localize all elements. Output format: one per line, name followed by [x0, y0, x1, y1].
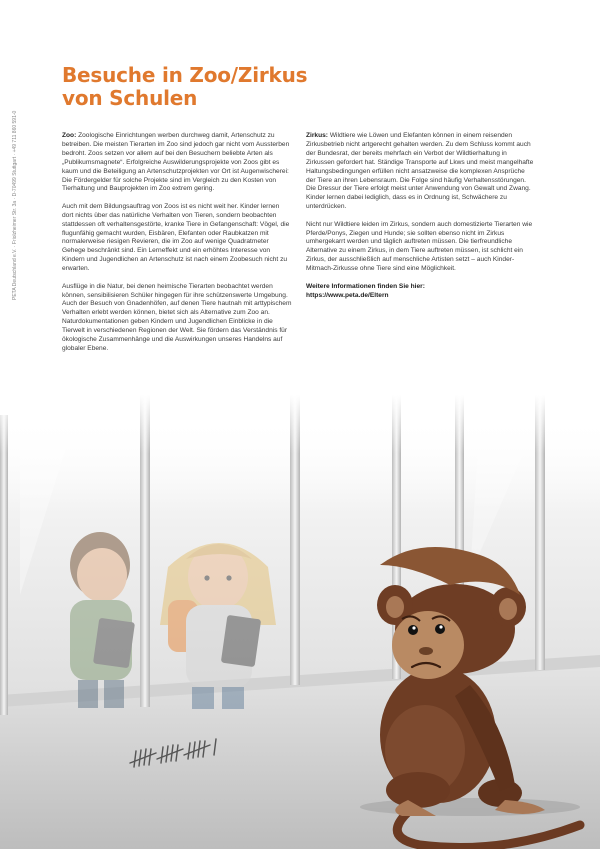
circus-label: Zirkus:	[306, 132, 328, 139]
title-line-1: Besuche in Zoo/Zirkus	[62, 63, 308, 87]
domestic-animals-paragraph: Nicht nur Wildtiere leiden im Zirkus, sondern auch domestizierte Tierarten wie Pferde/Ponys, Ziegen und Hunde; sie sollten ebenso nicht im Zirkus umhergekarrt werden und täglich auftreten müssen. Die tierfreundliche Alternative zu einem Zirkus, in dem Tiere auftreten müssen, ist schlicht ein Zirkus, der ausschließlich auf menschliche Artisten setzt – auch Kinder-Mitmach-Zirkusse ohne Tiere sind eine Möglichkeit.	[306, 220, 533, 273]
page-title	[62, 64, 307, 110]
alternatives-paragraph: Ausflüge in die Natur, bei denen heimische Tierarten beobachtet werden können, sensibilisieren Schüler hingegen für ihre schützenswerte Umgebung. Auch der Besuch von Gnadenhöfen, auf denen Tiere hautnah mit arttypischem Verhalten erlebt werden können, bietet sich als Alternative zum Zoo an. Naturdokumentationen geben Kindern und Jugendlichen Einblicke in die Tierwelt in verschiedenen Regionen der Welt. Sie fördern das Verständnis für ökologische Zusammenhänge und die Auswirkungen unseres Handelns auf globaler Ebene.	[62, 282, 292, 352]
circus-text: Wildtiere wie Löwen und Elefanten können in einem reisenden Zirkusbetrieb nicht artgerecht gehalten werden. Zu dem Schluss kommt auch der Bundesrat, der bereits mehrfach ein Verbot der Wildtierhaltung in Zirkussen gefordert hat. Ständige Transporte auf Lkws und meist mangelhafte Haltungsbedingungen erfüllen nicht ansatzweise die komplexen Ansprüche der Tiere an ihren Lebensraum. Die Folge sind häufig Verhaltensstörungen. Die Dressur der Tiere erfolgt meist unter Anwendung von Gewalt und Zwang. Kinder lernen dabei lediglich, dass es in Ordnung ist, Schwächere zu unterdrücken.	[306, 132, 534, 211]
sidebar-address: PETA Deutschland e.V. · Friolzheimer Str. 3a · D-70499 Stuttgart · +49 711 860 591-0	[12, 110, 18, 300]
zoo-label: Zoo:	[62, 132, 77, 139]
cage-illustration	[0, 395, 600, 849]
title-line-2: von Schulen	[62, 86, 198, 110]
education-paragraph: Auch mit dem Bildungsauftrag von Zoos ist es nicht weit her. Kinder lernen dort nichts über das natürliche Verhalten von Tieren, sondern beobachten stattdessen oft verhaltensgestörte, kranke Tiere in Gefangenschaft: Vögel, die flugunfähig gemacht wurden, Eisbären, Elefanten oder Raubkatzen mit normalerweise riesigen Revieren, die im Zoo auf wenige Quadratmeter Gehege beschränkt sind. Ein Lerneffekt und ein erhöhtes Interesse von Kindern und Jugendlichen an Artenschutz ist nach einem Zoobesuch nicht zu erwarten.	[62, 202, 290, 273]
circus-paragraph	[306, 132, 536, 212]
left-column	[62, 132, 292, 362]
more-info-label: Weitere Informationen finden Sie hier:	[306, 282, 425, 290]
more-info	[306, 283, 536, 301]
zoo-paragraph	[62, 132, 292, 194]
more-info-link[interactable]: https://www.peta.de/Eltern	[306, 291, 389, 299]
right-column	[306, 132, 536, 309]
zoo-text: Zoologische Einrichtungen werben durchweg damit, Artenschutz zu betreiben. Die meisten Tierarten im Zoo sind jedoch gar nicht vom Aussterben bedroht. Zoos setzen vor allem auf bei den Besuchern beliebte Arten als „Publikumsmagnete“. Erfolgreiche Auswilderungsprojekte von Zoos gibt es kaum und die Beteiligung an Artenschutzprojekten vor Ort ist Augenwischerei: Die Fördergelder für solche Projekte sind im Vergleich zu den Kosten von Tierhaltung und Bauprojekten im Zoo extrem gering.	[62, 132, 290, 193]
